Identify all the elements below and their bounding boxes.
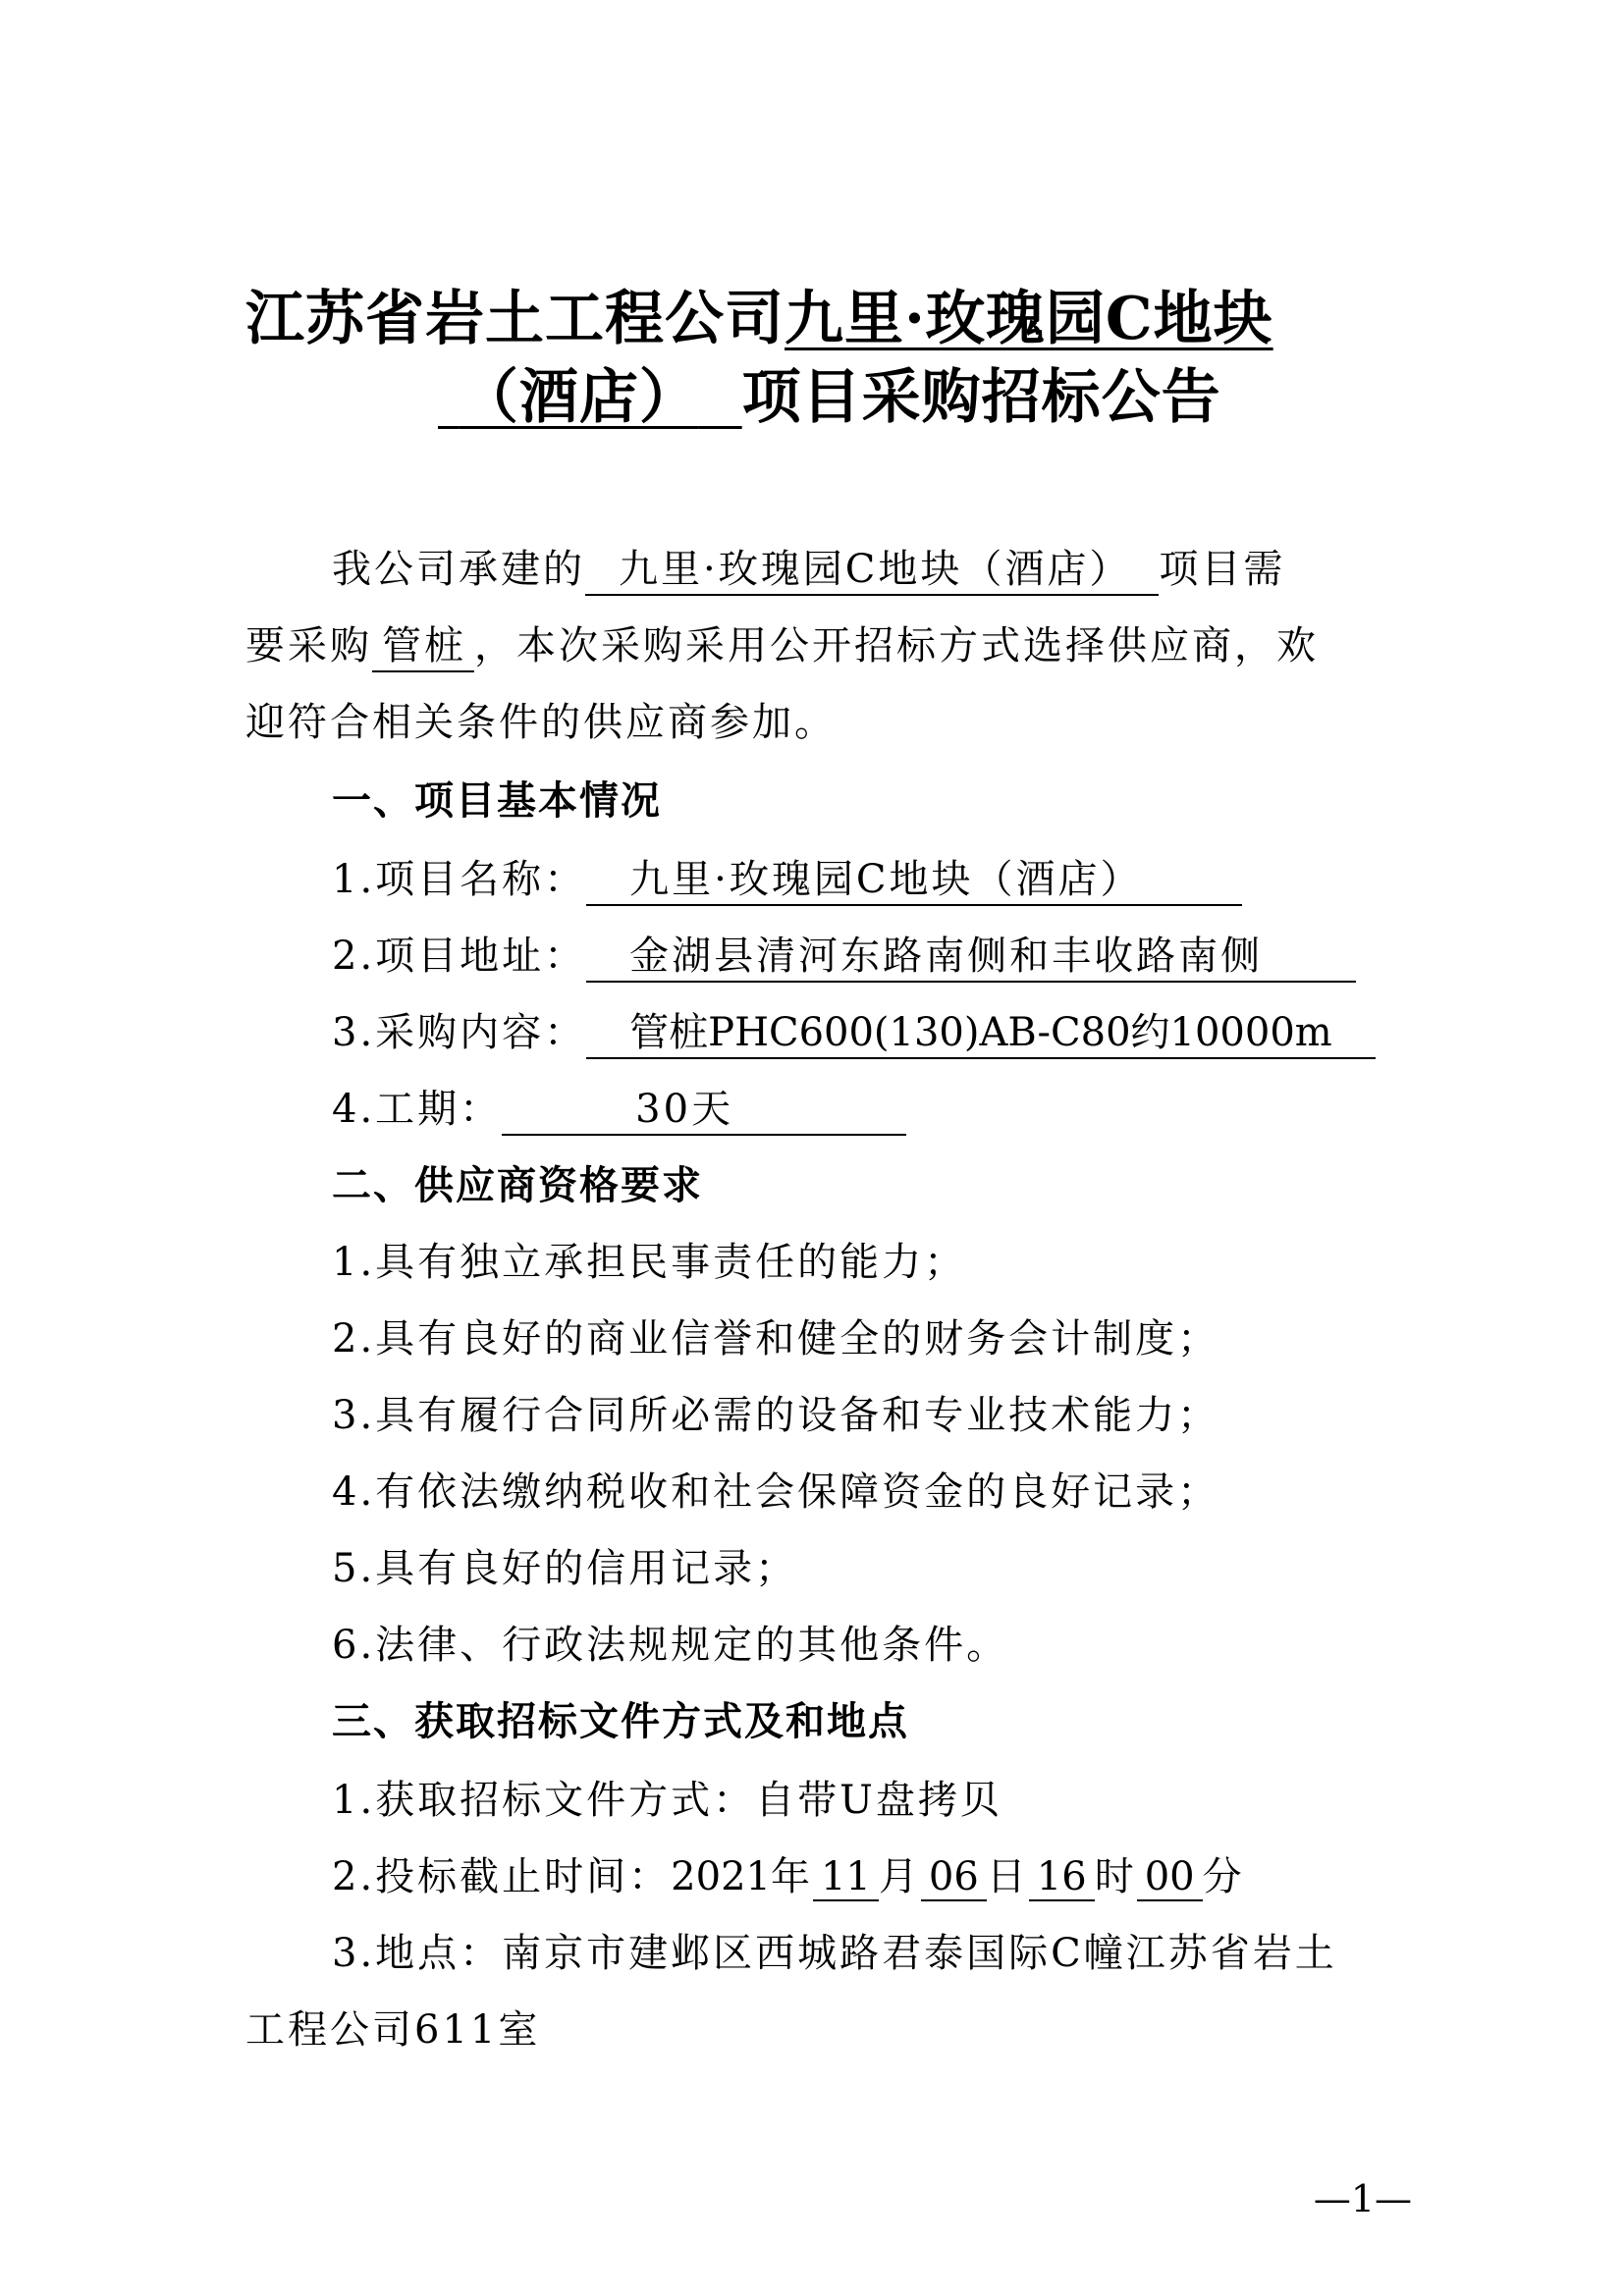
title-suffix: 项目采购招标公告	[741, 363, 1221, 432]
intro-text: 要采购	[245, 623, 372, 668]
intro-project-field: 九里·玫瑰园C地块（酒店）	[585, 547, 1159, 596]
item-label: 3.采购内容：	[332, 1010, 587, 1055]
intro-text: 我公司承建的	[332, 547, 585, 592]
unit: 日	[986, 1854, 1029, 1899]
location-line-2: 工程公司611室	[245, 2007, 541, 2053]
item-label: 4.工期：	[332, 1087, 503, 1132]
project-name-field: 九里·玫瑰园C地块（酒店）	[586, 857, 1242, 906]
deadline-year: 2021	[671, 1854, 771, 1899]
title-org: 江苏省岩土工程公司	[245, 285, 785, 353]
requirement-item: 4.有依法缴纳税收和社会保障资金的良好记录；	[332, 1469, 1220, 1515]
document-method: 1.获取招标文件方式：自带U盘拷贝	[332, 1778, 1002, 1823]
intro-item-field: 管桩	[372, 623, 474, 672]
section-1-heading: 一、项目基本情况	[332, 778, 662, 824]
unit: 年	[770, 1854, 813, 1899]
title-line-1	[245, 281, 1384, 357]
item-label: 2.项目地址：	[332, 934, 587, 979]
requirement-item: 5.具有良好的信用记录；	[332, 1546, 798, 1591]
requirement-item: 6.法律、行政法规规定的其他条件。	[332, 1623, 1009, 1668]
unit: 时	[1094, 1854, 1137, 1899]
deadline-label: 2.投标截止时间：	[332, 1854, 672, 1899]
project-address-field: 金湖县清河东路南侧和丰收路南侧	[586, 934, 1356, 983]
deadline-month-field: 11	[813, 1854, 879, 1901]
section-1-item	[332, 1082, 906, 1137]
procurement-content-field: 管桩PHC600(130)AB-C80约10000m	[586, 1010, 1376, 1059]
location-line-1: 3.地点：南京市建邺区西城路君泰国际C幢江苏省岩土	[332, 1931, 1337, 1976]
deadline-minute-field: 00	[1137, 1854, 1203, 1901]
title-project-name: 九里·玫瑰园C地块	[785, 285, 1273, 353]
section-1-item	[332, 929, 1356, 984]
section-1-item	[332, 1005, 1376, 1060]
intro-line-2	[245, 618, 1319, 673]
section-2-heading: 二、供应商资格要求	[332, 1163, 703, 1208]
deadline-line	[332, 1849, 1245, 1904]
intro-text: 项目需	[1159, 547, 1286, 592]
intro-line-1	[332, 542, 1285, 597]
unit: 分	[1202, 1854, 1245, 1899]
intro-line-3: 迎符合相关条件的供应商参加。	[245, 700, 837, 745]
deadline-hour-field: 16	[1029, 1854, 1095, 1901]
intro-text: ，本次采购采用公开招标方式选择供应商，欢	[474, 623, 1319, 668]
title-line-2	[438, 359, 1577, 436]
section-1-item	[332, 852, 1242, 907]
requirement-item: 2.具有良好的商业信誉和健全的财务会计制度；	[332, 1316, 1220, 1362]
section-3-heading: 三、获取招标文件方式及和地点	[332, 1699, 909, 1744]
item-label: 1.项目名称：	[332, 857, 587, 902]
title-project-name-cont: （酒店）	[459, 363, 699, 432]
page-number: —1—	[1313, 2177, 1412, 2220]
unit: 月	[878, 1854, 921, 1899]
deadline-day-field: 06	[921, 1854, 987, 1901]
requirement-item: 1.具有独立承担民事责任的能力；	[332, 1240, 967, 1285]
duration-field: 30天	[502, 1087, 906, 1136]
requirement-item: 3.具有履行合同所必需的设备和专业技术能力；	[332, 1393, 1220, 1438]
